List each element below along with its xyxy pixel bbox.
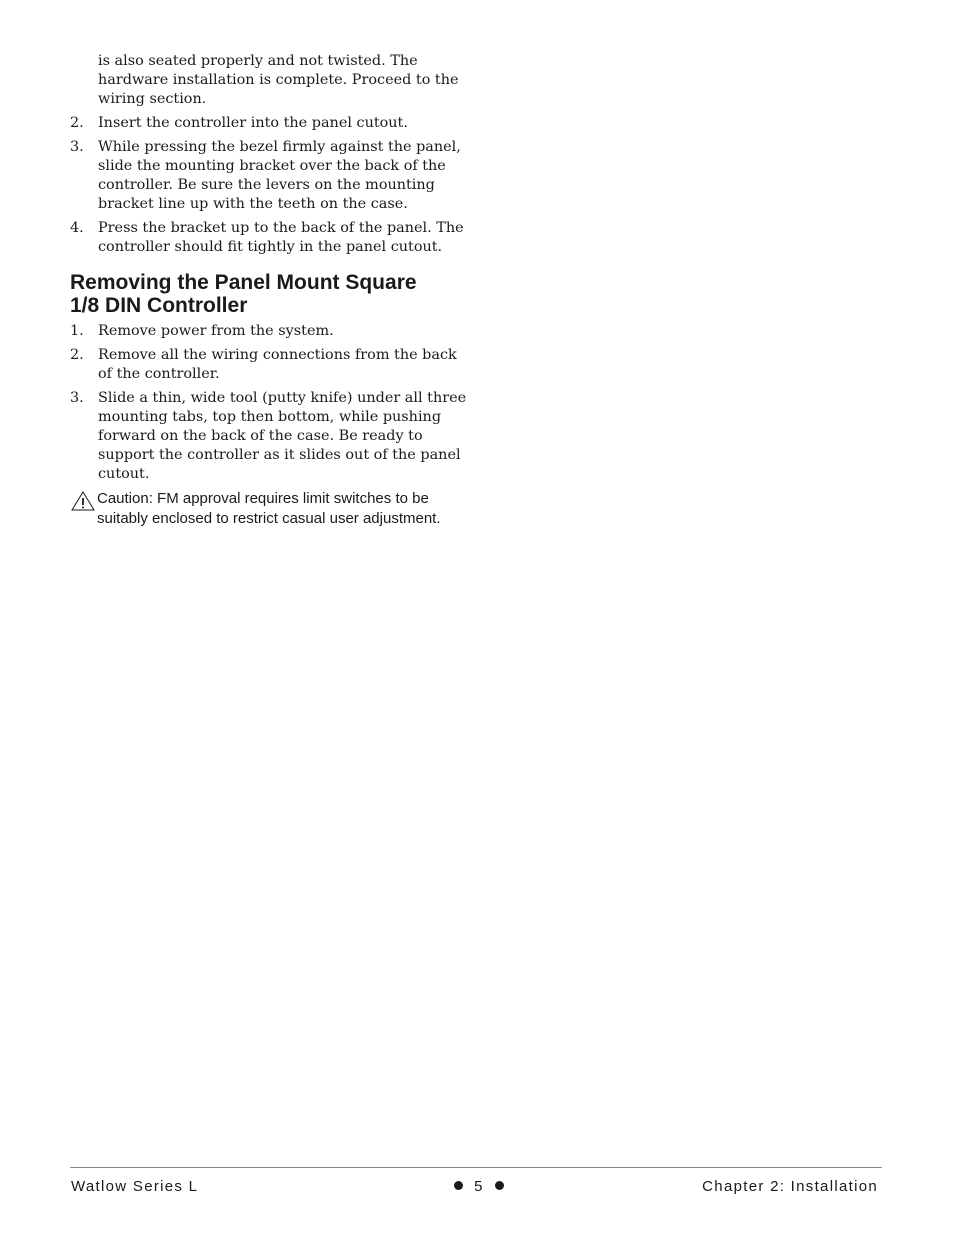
step-text: Remove all the wiring connections from the back of the controller. — [98, 347, 457, 382]
page-number: 5 — [474, 1178, 484, 1195]
step-number: 3. — [70, 390, 84, 406]
warning-triangle-icon — [71, 491, 95, 511]
install-step — [70, 138, 470, 214]
step-text: While pressing the bezel firmly against the panel, slide the mounting bracket over the back of the controller. Be sure the levers on the mounting bracket line up with the teeth on the case. — [98, 139, 461, 212]
bullet-icon — [495, 1181, 504, 1190]
step-number: 4. — [70, 220, 84, 236]
remove-step — [70, 346, 470, 384]
install-step — [70, 114, 470, 133]
step-text: Press the bracket up to the back of the panel. The controller should fit tightly in the panel cutout. — [98, 220, 464, 255]
caution-note — [70, 489, 470, 528]
step-text: Insert the controller into the panel cutout. — [98, 115, 408, 131]
page-number-block — [454, 1178, 504, 1195]
continued-paragraph: is also seated properly and not twisted. The hardware installation is complete. Proceed to the wiring section. — [98, 53, 459, 107]
page-footer — [70, 1167, 882, 1195]
step-number: 1. — [70, 323, 84, 339]
remove-step — [70, 389, 470, 484]
caution-text: Caution: FM approval requires limit switches to be suitably enclosed to restrict casual user adjustment. — [97, 490, 441, 527]
step-number: 3. — [70, 139, 84, 155]
step-text: Slide a thin, wide tool (putty knife) under all three mounting tabs, top then bottom, while pushing forward on the back of the case. Be ready to support the controller as it slides out of the panel cutout. — [98, 390, 467, 482]
main-column — [70, 52, 470, 528]
remove-step — [70, 322, 470, 341]
bullet-icon — [454, 1181, 463, 1190]
step-number: 2. — [70, 347, 84, 363]
step-number: 2. — [70, 115, 84, 131]
section-heading: Removing the Panel Mount Square 1/8 DIN Controller — [70, 271, 417, 317]
footer-product-name: Watlow Series L — [71, 1178, 199, 1195]
footer-chapter: Chapter 2: Installation — [702, 1178, 878, 1195]
step-text: Remove power from the system. — [98, 323, 334, 339]
install-step — [70, 219, 470, 257]
